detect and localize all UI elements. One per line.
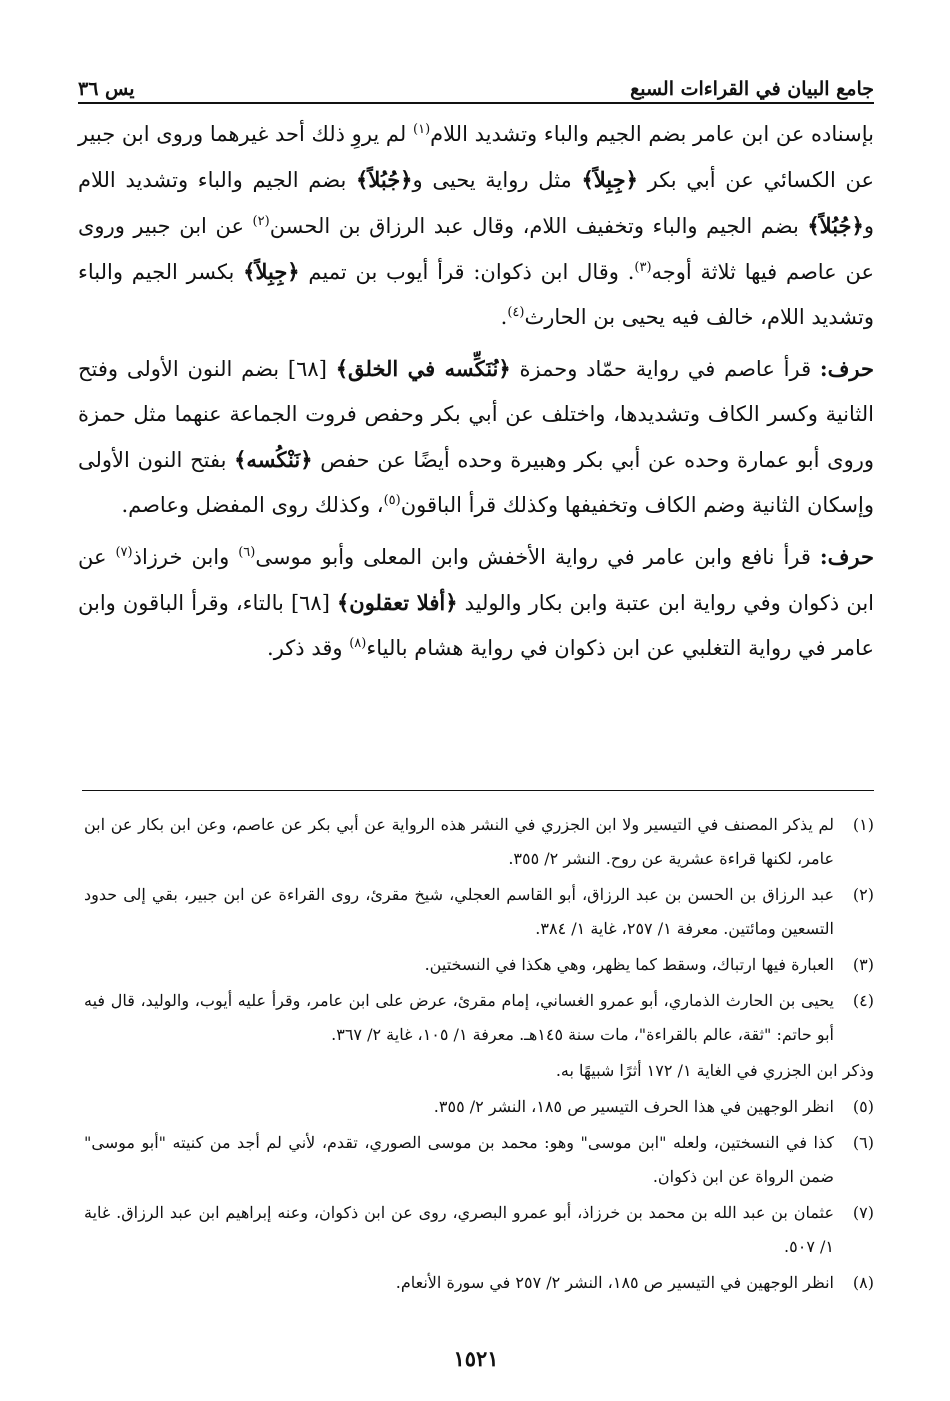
running-header — [78, 66, 874, 100]
footnote-1 — [84, 808, 874, 876]
footnote-ref-6: (٦) — [238, 545, 256, 560]
quranic-word: ﴿جُبُلاً﴾ — [356, 167, 413, 192]
paragraph-1 — [78, 112, 874, 340]
footnote-text: العبارة فيها ارتباك، وسقط كما يظهر، وهي هكذا في النسختين. — [424, 955, 834, 974]
footnote-text: كذا في النسختين، ولعله "ابن موسى" وهو: محمد بن موسى الصوري، تقدم، لأني لم أجد من كنيته "أبو موسى" ضمن الرواة عن ابن ذكوان. — [84, 1133, 834, 1186]
footnote-2 — [84, 878, 874, 946]
footnote-ref-4: (٤) — [507, 305, 525, 320]
text-run: بإسناده عن ابن عامر بضم الجيم والباء وتشديد اللام — [430, 122, 874, 146]
surah-page-label: يس ٣٦ — [78, 78, 135, 100]
footnote-text: يحيى بن الحارث الذماري، أبو عمرو الغساني، إمام مقرئ، عرض على ابن عامر، وقرأ عليه أيوب، والوليد، قال فيه أبو حاتم: "ثقة، عالم بالقراءة"، مات سنة ١٤٥هـ. معرفة ١/ ١٠٥، غاية ٢/ ٣٦٧. — [84, 991, 834, 1044]
footnote-number: (٥) — [852, 1097, 874, 1116]
footnote-number: (١) — [852, 815, 874, 834]
text-run: بضم الجيم والباء وتشديد اللام و — [78, 168, 874, 238]
text-run: لم يروِ ذلك أحد غيرهما وروى ابن جبير عن الكسائي عن أبي بكر — [78, 122, 874, 192]
quranic-word: ﴿جِبِلاً﴾ — [581, 167, 638, 192]
paragraph-2 — [78, 346, 874, 528]
footnote-ref-1: (١) — [413, 122, 431, 137]
text-run: وابن خرزاذ — [132, 545, 239, 569]
footnote-ref-3: (٣) — [634, 260, 652, 275]
book-title: جامع البيان في القراءات السبع — [630, 78, 874, 100]
footnote-number: (٨) — [852, 1273, 874, 1292]
section-label: حرف: — [819, 356, 874, 381]
text-run: ، وكذلك روى المفضل وعاصم. — [121, 493, 384, 517]
footnote-3 — [84, 948, 874, 982]
footnote-ref-2: (٢) — [252, 214, 270, 229]
footnote-number: (٤) — [852, 991, 874, 1010]
footnote-8 — [84, 1266, 874, 1300]
text-run: قرأ نافع وابن عامر في رواية الأخفش وابن المعلى وأبو موسى — [255, 545, 820, 569]
footnote-text: انظر الوجهين في التيسير ص ١٨٥، النشر ٢/ ٢٥٧ في سورة الأنعام. — [395, 1273, 834, 1292]
footnote-7 — [84, 1196, 874, 1264]
section-label: حرف: — [819, 544, 874, 569]
text-run: . وقال ابن ذكوان: قرأ أيوب بن تميم — [299, 260, 635, 284]
text-run: بكسر الجيم والباء وتشديد اللام، خالف فيه يحيى بن الحارث — [78, 260, 874, 329]
footnote-4 — [84, 984, 874, 1052]
page-number: ١٥٢١ — [453, 1346, 499, 1371]
text-run: مثل رواية يحيى و — [412, 168, 582, 192]
main-text — [78, 112, 874, 677]
footnote-text: عبد الرزاق بن الحسن بن عبد الرزاق، أبو القاسم العجلي، شيخ مقرئ، روى القراءة عن ابن جبير، بقي إلى حدود التسعين ومائتين. معرفة ١/ ٢٥٧، غاية ١/ ٣٨٤. — [84, 885, 834, 938]
text-run: قرأ عاصم في رواية حمّاد وحمزة — [510, 357, 820, 381]
text-run: [٦٨] بضم النون الأولى وفتح الثانية وكسر الكاف وتشديدها، واختلف عن أبي بكر وحفص فروت الجماعة عنهما مثل حمزة وروى أبو عمارة وحده عن أبي بكر وهبيرة وحده أيضًا عن حفص — [78, 357, 874, 472]
text-run: وقد ذكر. — [267, 636, 350, 660]
footnote-number: (٧) — [852, 1203, 874, 1222]
footnote-text: لم يذكر المصنف في التيسير ولا ابن الجزري في النشر هذه الرواية عن أبي بكر عن عاصم، وعن ابن بكار عن ابن عامر، لكنها قراءة عشرية عن روح. النشر ٢/ ٣٥٥. — [84, 815, 834, 868]
footnote-number: (٢) — [852, 885, 874, 904]
text-run: بفتح النون الأولى وإسكان الثانية وضم الكاف وتخفيفها وكذلك قرأ الباقون — [78, 448, 874, 517]
text-run: عن ابن جبير وروى عن عاصم فيها ثلاثة أوجه — [78, 214, 874, 284]
book-page — [78, 0, 874, 1401]
quranic-word: ﴿جِبِلاً﴾ — [243, 259, 300, 284]
footnote-4-continuation: وذكر ابن الجزري في الغاية ١/ ١٧٢ أثرًا شبيهًا به. — [555, 1061, 874, 1080]
paragraph-3 — [78, 534, 874, 671]
text-run: . — [500, 305, 508, 329]
footnote-text: انظر الوجهين في هذا الحرف التيسير ص ١٨٥، النشر ٢/ ٣٥٥. — [433, 1097, 834, 1116]
text-run: بضم الجيم والباء وتخفيف اللام، وقال عبد الرزاق بن الحسن — [269, 214, 808, 238]
header-rule — [78, 102, 874, 104]
footnotes — [84, 808, 874, 1302]
footnote-ref-5: (٥) — [383, 493, 401, 508]
footnote-6 — [84, 1126, 874, 1194]
footnote-separator — [82, 790, 874, 791]
quranic-phrase: ﴿أفلا تعقلون﴾ — [336, 590, 458, 615]
footnote-number: (٦) — [852, 1133, 874, 1152]
quranic-word: ﴿نَنْكُسه﴾ — [234, 447, 313, 472]
footnote-text: عثمان بن عبد الله بن محمد بن خرزاذ، أبو عمرو البصري، روى عن ابن ذكوان، وعنه إبراهيم ابن عبد الرزاق. غاية ١/ ٥٠٧. — [84, 1203, 834, 1256]
footnote-ref-7: (٧) — [115, 545, 133, 560]
footnote-number: (٣) — [852, 955, 874, 974]
footnote-5 — [84, 1090, 874, 1124]
text-run: عن ابن ذكوان وفي رواية ابن عتبة وابن بكار والوليد — [78, 545, 875, 615]
quranic-phrase: ﴿نُنَكِّسه في الخلق﴾ — [335, 356, 511, 381]
footnote-ref-8: (٨) — [349, 636, 367, 651]
text-run: [٦٨] بالتاء، وقرأ الباقون وابن عامر في رواية التغلبي عن ابن ذكوان في رواية هشام بالياء — [78, 591, 874, 660]
quranic-word: ﴿جُبُلاً﴾ — [807, 213, 864, 238]
